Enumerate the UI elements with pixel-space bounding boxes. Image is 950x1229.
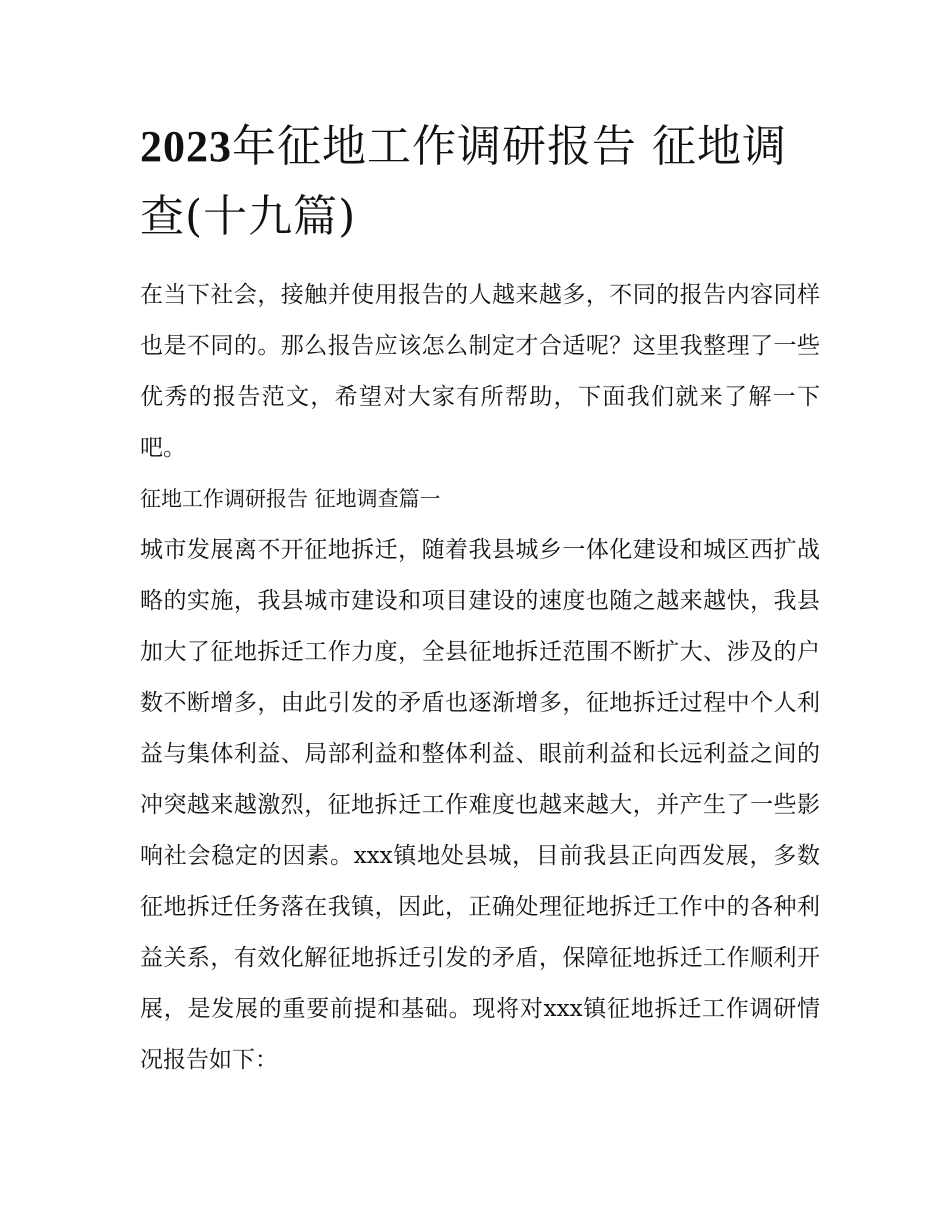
title-text: 年征地工作调研报告 征地调查(十九篇): [140, 121, 787, 242]
intro-paragraph: 在当下社会，接触并使用报告的人越来越多，不同的报告内容同样也是不同的。那么报告应该怎么制定才合适呢？这里我整理了一些优秀的报告范文，希望对大家有所帮助，下面我们就来了解一下吧。: [140, 282, 820, 461]
section-heading: 征地工作调研报告 征地调查篇一: [140, 487, 441, 511]
title-year: 2023: [140, 122, 232, 171]
document-content: [140, 112, 820, 1086]
document-title: [140, 112, 820, 252]
body-paragraph: 城市发展离不开征地拆迁，随着我县城乡一体化建设和城区西扩战略的实施，我县城市建设和项目建设的速度也随之越来越快，我县加大了征地拆迁工作力度，全县征地拆迁范围不断扩大、涉及的户数不断增多，由此引发的矛盾也逐渐增多，征地拆迁过程中个人利益与集体利益、局部利益和整体利益、眼前利益和长远利益之间的冲突越来越激烈，征地拆迁工作难度也越来越大，并产生了一些影响社会稳定的因素。xxx镇地处县城，目前我县正向西发展，多数征地拆迁任务落在我镇，因此，正确处理征地拆迁工作中的各种利益关系，有效化解征地拆迁引发的矛盾，保障征地拆迁工作顺利开展，是发展的重要前提和基础。现将对xxx镇征地拆迁工作调研情况报告如下：: [140, 537, 820, 1073]
